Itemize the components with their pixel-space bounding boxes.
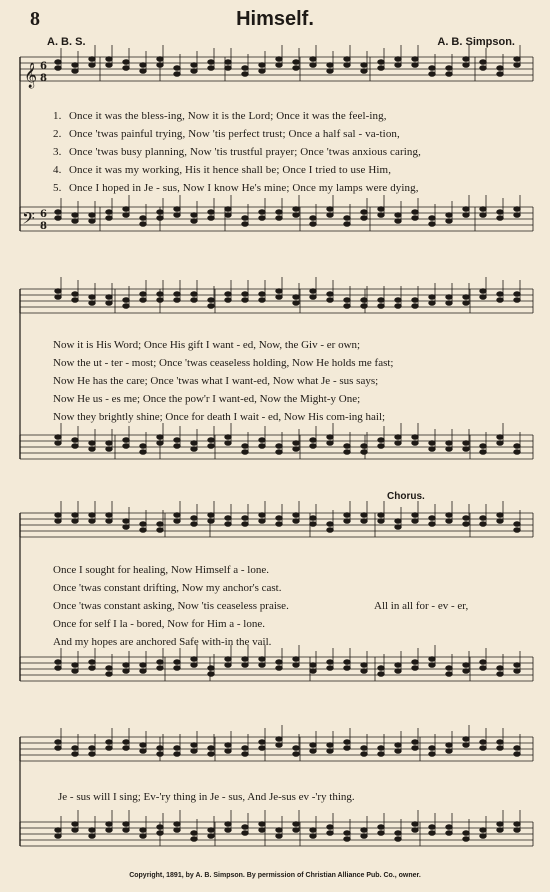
treble-clef-icon: 𝄞 [24, 63, 38, 88]
bass-clef-icon: 𝄢 [22, 208, 35, 232]
verse-5-line: 5. Once I hoped in Je - sus, Now I know He's mine; Once my lamps were dying, [53, 182, 419, 194]
verse-2-ending: Once 'twas constant drifting, Now my anchor's cast. [53, 582, 282, 594]
verse-4-continuation: Now He us - es me; Once the pow'r I want-ed, Now the Might-y One; [53, 393, 361, 405]
verse-5-ending: And my hopes are anchored Safe with-in the vail. [53, 636, 272, 648]
copyright-notice: Copyright, 1891, by A. B. Simpson. By permission of Christian Alliance Pub. Co., owner. [129, 872, 421, 879]
verse-3-continuation: Now He has the care; Once 'twas what I want-ed, Now what Je - sus says; [53, 375, 379, 387]
composer-credit: A. B. Simpson. [437, 36, 515, 48]
verse-2-line: 2. Once 'twas painful trying, Now 'tis perfect trust; Once a half sal - va-tion, [53, 128, 400, 140]
verse-1-continuation: Now it is His Word; Once His gift I want - ed, Now, the Giv - er own; [53, 339, 361, 351]
chorus-label: Chorus. [387, 491, 425, 502]
verse-4-ending: Once for self I la - bored, Now for Him a - lone. [53, 618, 265, 630]
chorus-lyric-end: Je - sus will I sing; Ev-'ry thing in Je - sus, And Je-sus ev -'ry thing. [58, 791, 355, 803]
chorus-lyric-start: All in all for - ev - er, [374, 600, 469, 612]
time-signature-top: 6 [40, 61, 47, 72]
verse-5-continuation: Now they brightly shine; Once for death I wait - ed, Now His com-ing hail; [53, 411, 386, 423]
verse-1-line: 1. Once it was the bless-ing, Now it is the Lord; Once it was the feel-ing, [53, 110, 387, 122]
verse-4-line: 4. Once it was my working, His it hence shall be; Once I tried to use Him, [53, 164, 392, 176]
page-number: 8 [30, 8, 40, 30]
bass-time-signature-top: 6 [40, 209, 47, 220]
time-signature-bottom: 8 [40, 73, 47, 84]
verse-1-ending: Once I sought for healing, Now Himself a - lone. [53, 564, 269, 576]
bass-time-signature-bottom: 8 [40, 221, 47, 232]
verse-3-ending: Once 'twas constant asking, Now 'tis ceaseless praise. [53, 600, 289, 612]
verse-3-line: 3. Once 'twas busy planning, Now 'tis trustful prayer; Once 'twas anxious caring, [53, 146, 421, 158]
lyricist-credit: A. B. S. [47, 36, 86, 48]
verse-2-continuation: Now the ut - ter - most; Once 'twas ceaseless holding, Now He holds me fast; [53, 357, 394, 369]
hymn-title: Himself. [236, 8, 314, 30]
